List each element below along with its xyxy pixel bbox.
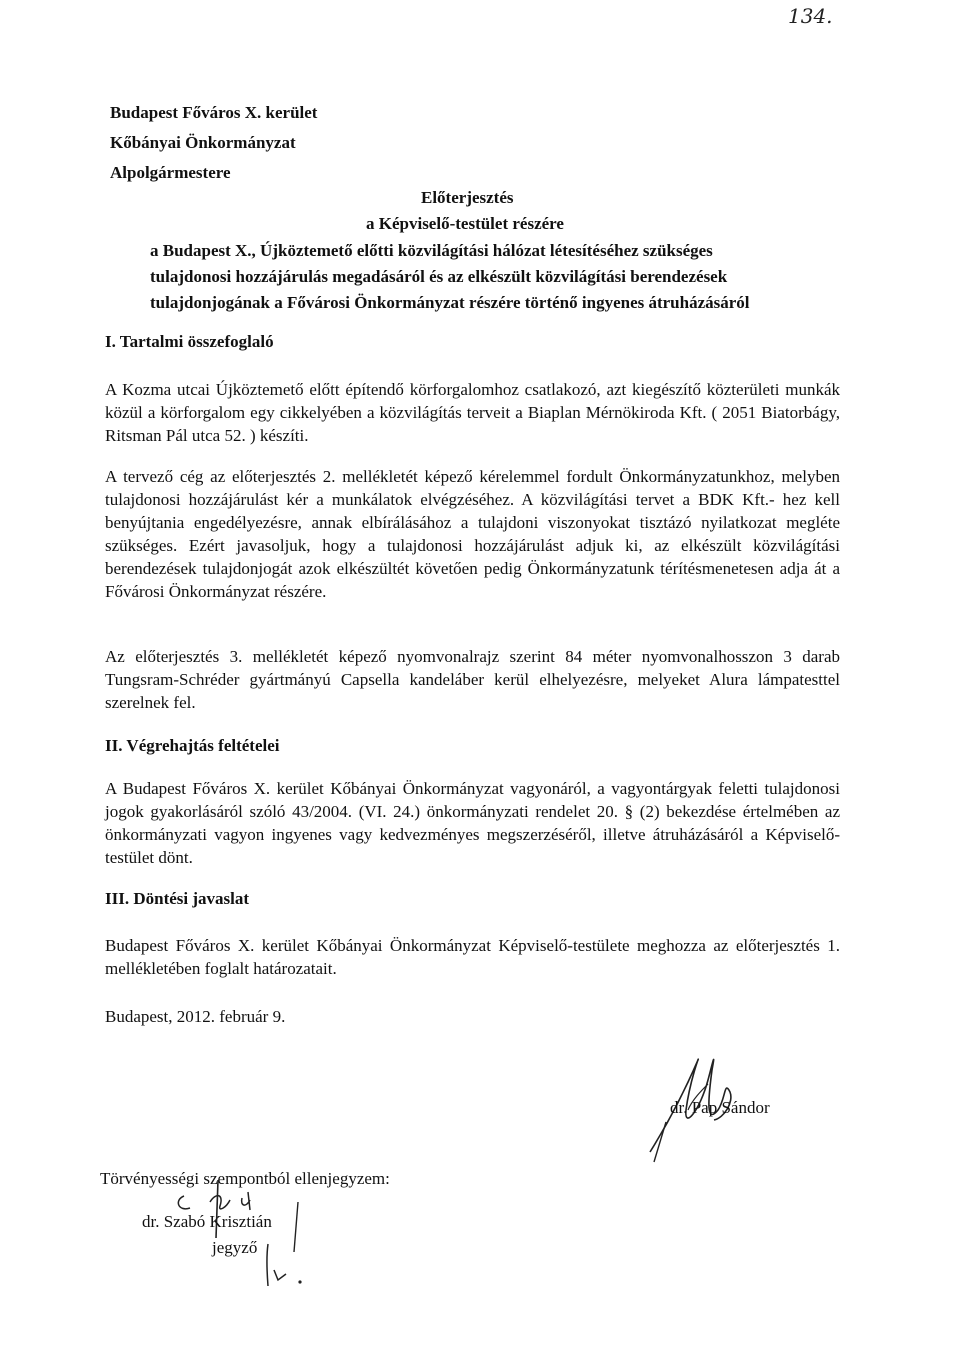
- section-3-paragraph-1: Budapest Főváros X. kerület Kőbányai Önkormányzat Képviselő-testülete meghozza az előterjesztés 1. mellékletében foglalt határozatait.: [105, 936, 840, 978]
- handwritten-page-number: 134.: [788, 4, 833, 28]
- document-date: Budapest, 2012. február 9.: [105, 1007, 286, 1026]
- legal-check-role: jegyző: [212, 1238, 258, 1257]
- section-2-heading: II. Végrehajtás feltételei: [105, 736, 280, 755]
- sender-line-3: Alpolgármestere: [110, 163, 231, 182]
- section-3-heading: III. Döntési javaslat: [105, 889, 250, 908]
- sender-line-1: Budapest Főváros X. kerület: [110, 103, 318, 122]
- sender-block: [110, 98, 317, 188]
- signature-tail: [650, 1120, 670, 1165]
- subject-line-1: a Budapest X., Újköztemető előtti közvilágítási hálózat létesítéséhez szükséges: [150, 241, 713, 260]
- document-title: Előterjesztés: [421, 188, 514, 207]
- section-1-paragraph-3: Az előterjesztés 3. mellékletét képező nyomvonalrajz szerint 84 méter nyomvonalhosszon 3 darab Tungsram-Schréder gyártmányú Capsella kandeláber kerül elhelyezésre, melyeket Alura lámpatesttel szerelnek fel.: [105, 647, 840, 712]
- signature-szabo-krisztian: [170, 1178, 320, 1288]
- signatory-name: dr. Pap Sándor: [670, 1098, 770, 1117]
- section-1-paragraph-1: A Kozma utcai Újköztemető előtt építendő körforgalomhoz csatlakozó, azt kiegészítő közterületi munkák közül a körforgalom egy cikkelyében a közvilágítás terveit a Biaplan Mérnökiroda Kft. ( 2051 Biatorbágy, Ritsman Pál utca 52. ) készíti.: [105, 380, 840, 445]
- section-2-paragraph-1: A Budapest Főváros X. kerület Kőbányai Önkormányzat vagyonáról, a vagyontárgyak feletti tulajdonosi jogok gyakorlásáról szóló 43/2004. (VI. 24.) önkormányzati rendelet 20. § (2) bekezdése értelmében az önkormányzati vagyon ingyenes vagy kedvezményes megszerzéséről, illetve átruházásáról a Képviselő-testület dönt.: [105, 779, 840, 867]
- sender-line-2: Kőbányai Önkormányzat: [110, 133, 296, 152]
- section-1-heading: I. Tartalmi összefoglaló: [105, 332, 274, 351]
- legal-check-label: Törvényességi szempontból ellenjegyzem:: [100, 1169, 390, 1188]
- subject-line-3: tulajdonjogának a Fővárosi Önkormányzat részére történő ingyenes átruházásáról: [150, 293, 750, 312]
- legal-check-name: dr. Szabó Krisztián: [142, 1212, 272, 1231]
- document-subject: [150, 238, 750, 316]
- document-subtitle: a Képviselő-testület részére: [366, 214, 564, 233]
- subject-line-2: tulajdonosi hozzájárulás megadásáról és az elkészült közvilágítási berendezések: [150, 267, 728, 286]
- section-1-paragraph-2: A tervező cég az előterjesztés 2. mellékletét képező kérelemmel fordult Önkormányzatunkhoz, melyben tulajdonosi hozzájárulást kér a munkálatok elvégzéséhez. A közvilágítási tervet a BDK Kft.- hez kell benyújtania engedélyezésre, annak elbírálásához a tulajdoni viszonyokat tisztázó nyilatkozat megléte szükséges. Ezért javasoljuk, hogy a tulajdonosi hozzájárulást adjuk ki, az elkészült közvilágítási berendezések tulajdonjogát azok elkészültét követően pedig Önkormányzatunk térítésmenetesen adja át a Fővárosi Önkormányzat részére.: [105, 467, 840, 601]
